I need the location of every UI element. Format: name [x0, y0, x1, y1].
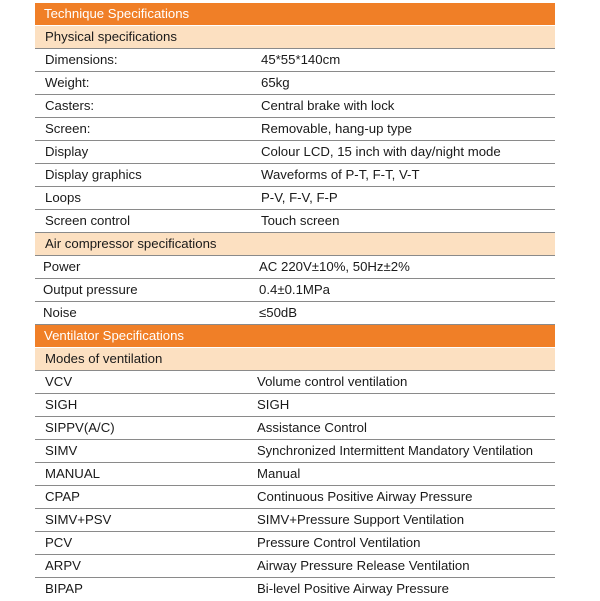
mode-description: Airway Pressure Release Ventilation — [257, 558, 470, 573]
mode-description: Pressure Control Ventilation — [257, 535, 421, 550]
ventilator-specifications-header — [35, 325, 555, 348]
spec-label: Noise — [43, 305, 77, 320]
spec-row-display-graphics — [35, 164, 555, 187]
mode-description: Assistance Control — [257, 420, 367, 435]
spec-label: Power — [43, 259, 81, 274]
mode-description: Continuous Positive Airway Pressure — [257, 489, 473, 504]
section-title: Ventilator Specifications — [44, 328, 185, 343]
mode-label: SIMV+PSV — [45, 512, 112, 527]
mode-row-simv — [35, 440, 555, 463]
spec-row-display — [35, 141, 555, 164]
spec-row-screen-control — [35, 210, 555, 233]
spec-sheet — [35, 3, 555, 601]
mode-description: Volume control ventilation — [257, 374, 408, 389]
mode-row-arpv — [35, 555, 555, 578]
mode-label: VCV — [45, 374, 73, 389]
spec-value: Colour LCD, 15 inch with day/night mode — [261, 144, 501, 159]
spec-value: Central brake with lock — [261, 98, 395, 113]
mode-row-pcv — [35, 532, 555, 555]
technique-specifications-header — [35, 3, 555, 26]
spec-label: Output pressure — [43, 282, 138, 297]
mode-row-manual — [35, 463, 555, 486]
mode-description: SIMV+Pressure Support Ventilation — [257, 512, 465, 527]
spec-label: Display graphics — [45, 167, 142, 182]
mode-label: PCV — [45, 535, 73, 550]
subsection-title: Physical specifications — [45, 29, 177, 44]
spec-value: 65kg — [261, 75, 290, 90]
mode-row-sippv — [35, 417, 555, 440]
spec-label: Screen control — [45, 213, 131, 228]
mode-description: SIGH — [257, 397, 290, 412]
spec-value: 45*55*140cm — [261, 52, 341, 67]
mode-row-vcv — [35, 371, 555, 394]
mode-description: Synchronized Intermittent Mandatory Ventilation — [257, 443, 534, 458]
subsection-title: Modes of ventilation — [45, 351, 163, 366]
spec-value: Touch screen — [261, 213, 340, 228]
spec-row-weight — [35, 72, 555, 95]
physical-specifications-header — [35, 26, 555, 49]
spec-row-casters — [35, 95, 555, 118]
mode-label: SIGH — [45, 397, 78, 412]
spec-value: ≤50dB — [259, 305, 298, 320]
mode-label: BIPAP — [45, 581, 83, 596]
spec-label: Display — [45, 144, 89, 159]
spec-value: 0.4±0.1MPa — [259, 282, 331, 297]
mode-label: SIPPV(A/C) — [45, 420, 115, 435]
modes-of-ventilation-header — [35, 348, 555, 371]
mode-row-cpap — [35, 486, 555, 509]
spec-value: Waveforms of P-T, F-T, V-T — [261, 167, 420, 182]
spec-label: Casters: — [45, 98, 95, 113]
mode-description: Manual — [257, 466, 301, 481]
spec-value: AC 220V±10%, 50Hz±2% — [259, 259, 410, 274]
spec-value: P-V, F-V, F-P — [261, 190, 338, 205]
mode-label: CPAP — [45, 489, 80, 504]
spec-label: Screen: — [45, 121, 91, 136]
spec-row-noise — [35, 302, 555, 325]
mode-label: MANUAL — [45, 466, 100, 481]
mode-label: ARPV — [45, 558, 81, 573]
mode-row-bipap — [35, 578, 555, 601]
subsection-title: Air compressor specifications — [45, 236, 217, 251]
spec-row-dimensions — [35, 49, 555, 72]
mode-label: SIMV — [45, 443, 78, 458]
spec-row-output-pressure — [35, 279, 555, 302]
spec-label: Loops — [45, 190, 81, 205]
spec-label: Dimensions: — [45, 52, 118, 67]
spec-row-loops — [35, 187, 555, 210]
air-compressor-specifications-header — [35, 233, 555, 256]
mode-description: Bi-level Positive Airway Pressure — [257, 581, 450, 596]
spec-value: Removable, hang-up type — [261, 121, 413, 136]
spec-row-power — [35, 256, 555, 279]
spec-label: Weight: — [45, 75, 90, 90]
section-title: Technique Specifications — [44, 6, 190, 21]
spec-row-screen — [35, 118, 555, 141]
mode-row-simv-psv — [35, 509, 555, 532]
mode-row-sigh — [35, 394, 555, 417]
